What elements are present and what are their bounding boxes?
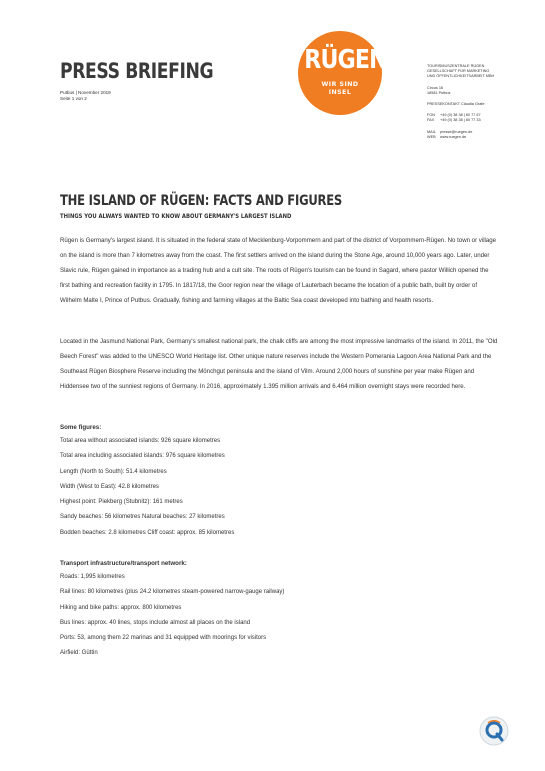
figures-heading: Some figures: [60, 424, 102, 431]
article-subheadline: THINGS YOU ALWAYS WANTED TO KNOW ABOUT GERMANY'S LARGEST ISLAND [60, 213, 292, 220]
ruegen-logo [298, 31, 387, 115]
list-item: Rail lines: 80 kilometres (plus 24.2 kilometres steam-powered narrow-gauge railway) [60, 589, 285, 596]
transport-heading: Transport infrastructure/transport network: [60, 560, 187, 567]
meta-line: Putbus | November 2019 [60, 90, 111, 95]
phone-label: FON [427, 113, 436, 118]
article-headline: THE ISLAND OF RÜGEN: FACTS AND FIGURES [60, 193, 343, 209]
article-paragraph: Rügen is Germany's largest island. It is situated in the federal state of Mecklenburg-Vorpommern and part of the district of Vorpommern-Rügen. No town or village on the island is more than 7 kilometres away from the coast. The first settlers arrived on the island during the Stone Age, around 10,000 years ago. Later, under Slavic rule, Rügen gained in importance as a trading hub and a cult site. The roots of Rügen's tourism can be found in Sagard, where pastor Willich opened the first bathing and recreation facility in 1795. In 1817/18, the Goor region near the village of Lauterbach became the location of a public bath, built by order of Wilhelm Malte I, Prince of Putbus. Gradually, fishing and farming villages at the Baltic Sea coast developed into bathing and health resorts. [60, 237, 497, 304]
org-line: GESELLSCHAFT FÜR MARKETING [427, 69, 490, 74]
figures-list [60, 434, 234, 541]
logo-wordmark: RÜGEN [304, 45, 387, 75]
press-contact: PRESSEKONTAKT Claudia Grafe [427, 102, 485, 107]
web-row [427, 135, 494, 140]
fax-label: FAX [427, 118, 435, 123]
list-item: Bodden beaches: 2.8 kilometres Cliff coast: approx. 85 kilometres [60, 529, 235, 536]
page-title: PRESS BRIEFING [60, 59, 214, 83]
list-item: Total area including associated islands: 976 square kilometres [60, 453, 225, 460]
list-item: Highest point: Piekberg (Stubnitz): 161 metres [60, 499, 183, 506]
list-item: Roads: 1,995 kilometres [60, 574, 125, 580]
org-line: UND ÖFFENTLICHKEITSARBEIT MBH [427, 74, 495, 79]
logo-slogan-line1: WIR SIND [321, 81, 359, 88]
list-item: Ports: 53, among them 22 marinas and 31 equipped with moorings for visitors [60, 635, 267, 642]
mail-link[interactable]: presse@ruegen.de [440, 129, 473, 134]
list-item: Length (North to South): 51.4 kilometres [60, 468, 167, 475]
mail-label: MAIL [427, 129, 436, 134]
logo-slogan-line2: INSEL [328, 89, 352, 96]
phone-number: +49 (0) 38 38 | 80 77 67 [440, 113, 481, 118]
web-label: WEB [427, 134, 436, 139]
transport-list [60, 570, 284, 662]
address-line: 18581 Putbus [427, 90, 451, 95]
org-line: TOURISMUSZENTRALE RÜGEN [427, 64, 485, 68]
list-item: Sandy beaches: 56 kilometres Natural beaches: 27 kilometres [60, 514, 225, 521]
list-item: Airfield: Güttin [60, 650, 98, 657]
meta-line: Seite 1 von 2 [60, 96, 87, 102]
quality-seal-icon [479, 716, 509, 746]
list-item: Hiking and bike paths: approx. 800 kilometres [60, 604, 182, 611]
fax-number: +49 (0) 38 38 | 80 77 33 [440, 118, 481, 123]
article-paragraph: Located in the Jasmund National Park, Germany's smallest national park, the chalk cliffs are among the most impressive landmarks of the island. In 2011, the "Old Beech Forest" was added to the UNESCO World Heritage list. Other unique nature reserves include the Western Pomerania Lagoon Area National Park and the Southeast Rügen Biosphere Reserve including the Mönchgut peninsula and the island of Vilm. Around 2,000 hours of sunshine per year make Rügen and Hiddensee two of the sunniest regions of Germany. In 2016, approximately 1.395 million arrivals and 6.464 million overnight stays were recorded here. [60, 338, 498, 390]
address-line: Circus 16 [427, 85, 444, 90]
contact-block [427, 64, 494, 140]
web-link[interactable]: www.ruegen.de [440, 134, 467, 139]
list-item: Bus lines: approx. 40 lines, stops include almost all places on the island [60, 619, 251, 626]
document-meta [60, 90, 111, 103]
list-item: Total area without associated islands: 926 square kilometres [60, 438, 221, 444]
list-item: Width (West to East): 42.8 kilometres [60, 483, 159, 490]
